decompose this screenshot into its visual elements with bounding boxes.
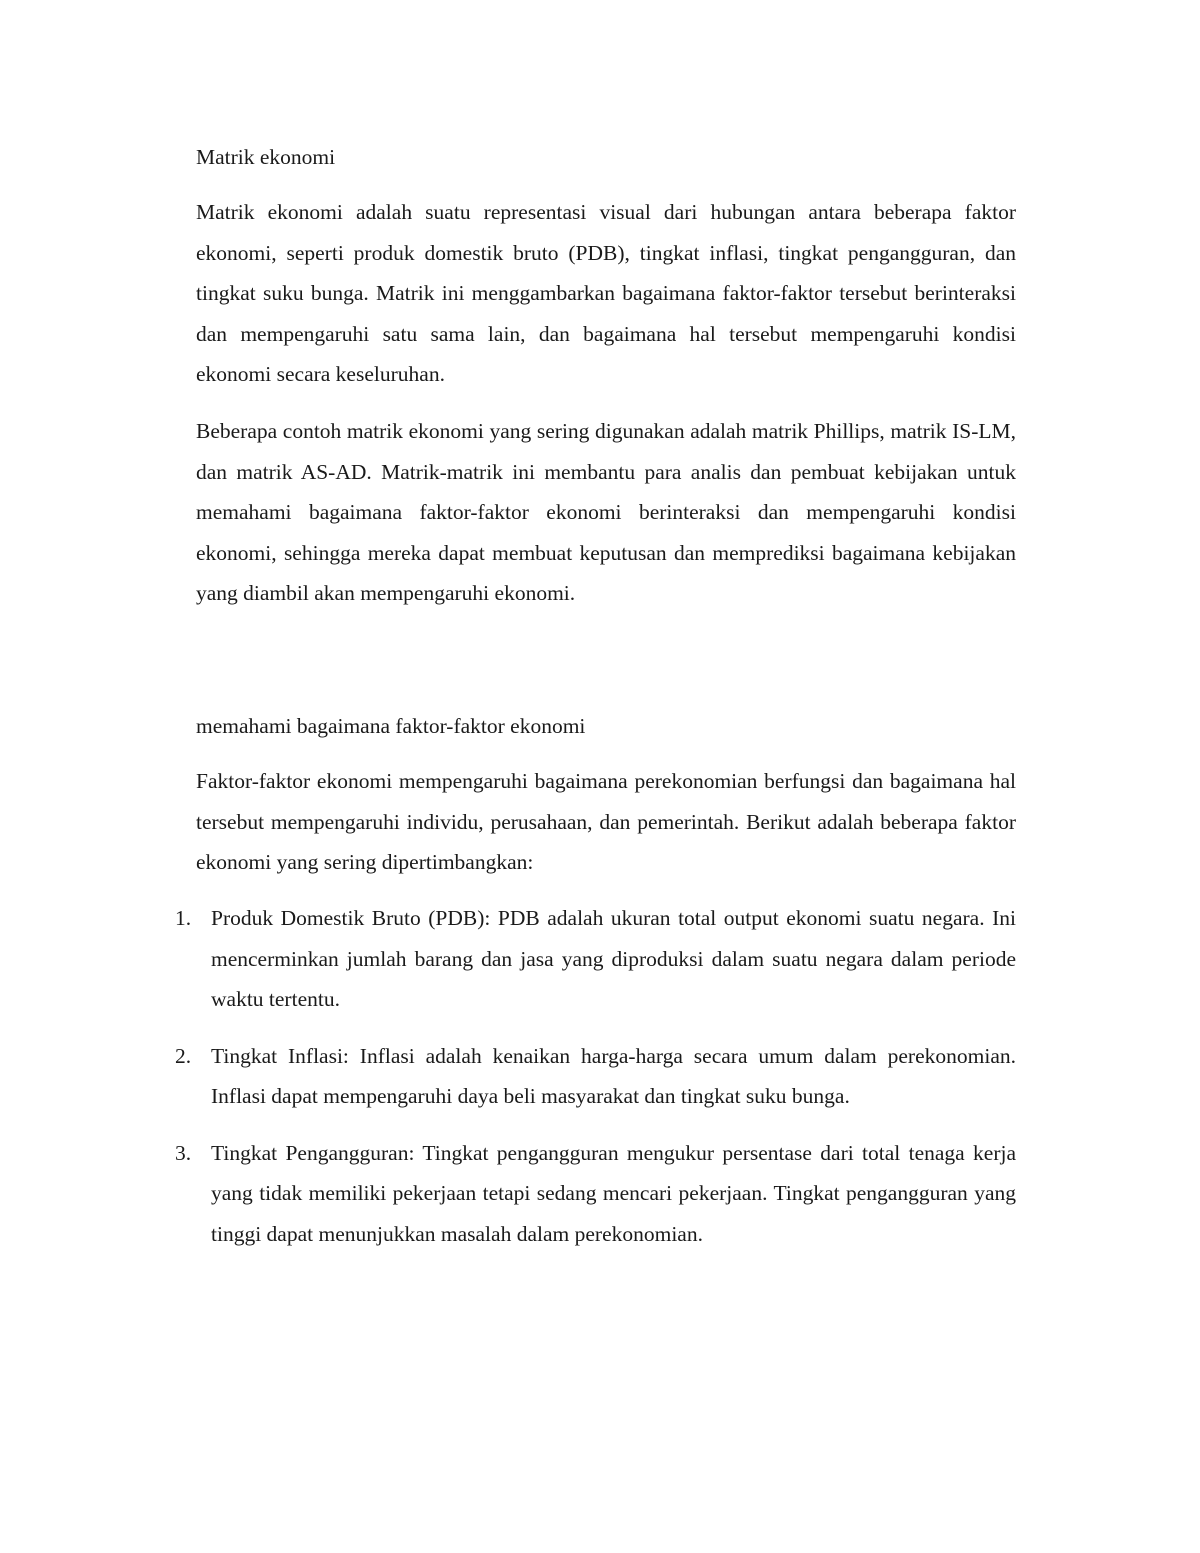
- list-item-text: Tingkat Inflasi: Inflasi adalah kenaikan harga-harga secara umum dalam perekonomian. Inflasi dapat mempengaruhi daya beli masyarakat dan tingkat suku bunga.: [211, 1043, 1016, 1108]
- list-item-text: Produk Domestik Bruto (PDB): PDB adalah ukuran total output ekonomi suatu negara. Ini mencerminkan jumlah barang dan jasa yang diproduksi dalam suatu negara dalam periode waktu tertentu.: [211, 906, 1016, 1011]
- list-item-text: Tingkat Pengangguran: Tingkat pengangguran mengukur persentase dari total tenaga kerja yang tidak memiliki pekerjaan tetapi sedang mencari pekerjaan. Tingkat pengangguran yang tinggi dapat menunjukkan masalah dalam perekonomian.: [211, 1140, 1016, 1246]
- list-item-number: 2.: [175, 1043, 192, 1068]
- list-item-number: 1.: [175, 906, 192, 930]
- section-heading-matrik-ekonomi: Matrik ekonomi: [196, 145, 336, 169]
- factor-list: [175, 898, 1016, 1270]
- paragraph-factors-intro: Faktor-faktor ekonomi mempengaruhi bagaimana perekonomian berfungsi dan bagaimana hal tersebut mempengaruhi individu, perusahaan, dan pemerintah. Berikut adalah beberapa faktor ekonomi yang sering dipertimbangkan:: [196, 769, 1016, 874]
- paragraph-definition: Matrik ekonomi adalah suatu representasi visual dari hubungan antara beberapa faktor ekonomi, seperti produk domestik bruto (PDB), tingkat inflasi, tingkat pengangguran, dan tingkat suku bunga. Matrik ini menggambarkan bagaimana faktor-faktor tersebut berinteraksi dan mempengaruhi satu sama lain, dan bagaimana hal tersebut mempengaruhi kondisi ekonomi secara keseluruhan.: [196, 200, 1016, 386]
- list-item: [175, 1036, 1016, 1117]
- list-item-number: 3.: [175, 1140, 192, 1165]
- paragraph-examples: Beberapa contoh matrik ekonomi yang sering digunakan adalah matrik Phillips, matrik IS-LM, dan matrik AS-AD. Matrik-matrik ini membantu para analis dan pembuat kebijakan untuk memahami bagaimana faktor-faktor ekonomi berinteraksi dan mempengaruhi kondisi ekonomi, sehingga mereka dapat membuat keputusan dan memprediksi bagaimana kebijakan yang diambil akan mempengaruhi ekonomi.: [196, 419, 1016, 605]
- list-item: [175, 898, 1016, 1020]
- section-heading-faktor-ekonomi: memahami bagaimana faktor-faktor ekonomi: [196, 714, 586, 738]
- list-item: [175, 1133, 1016, 1255]
